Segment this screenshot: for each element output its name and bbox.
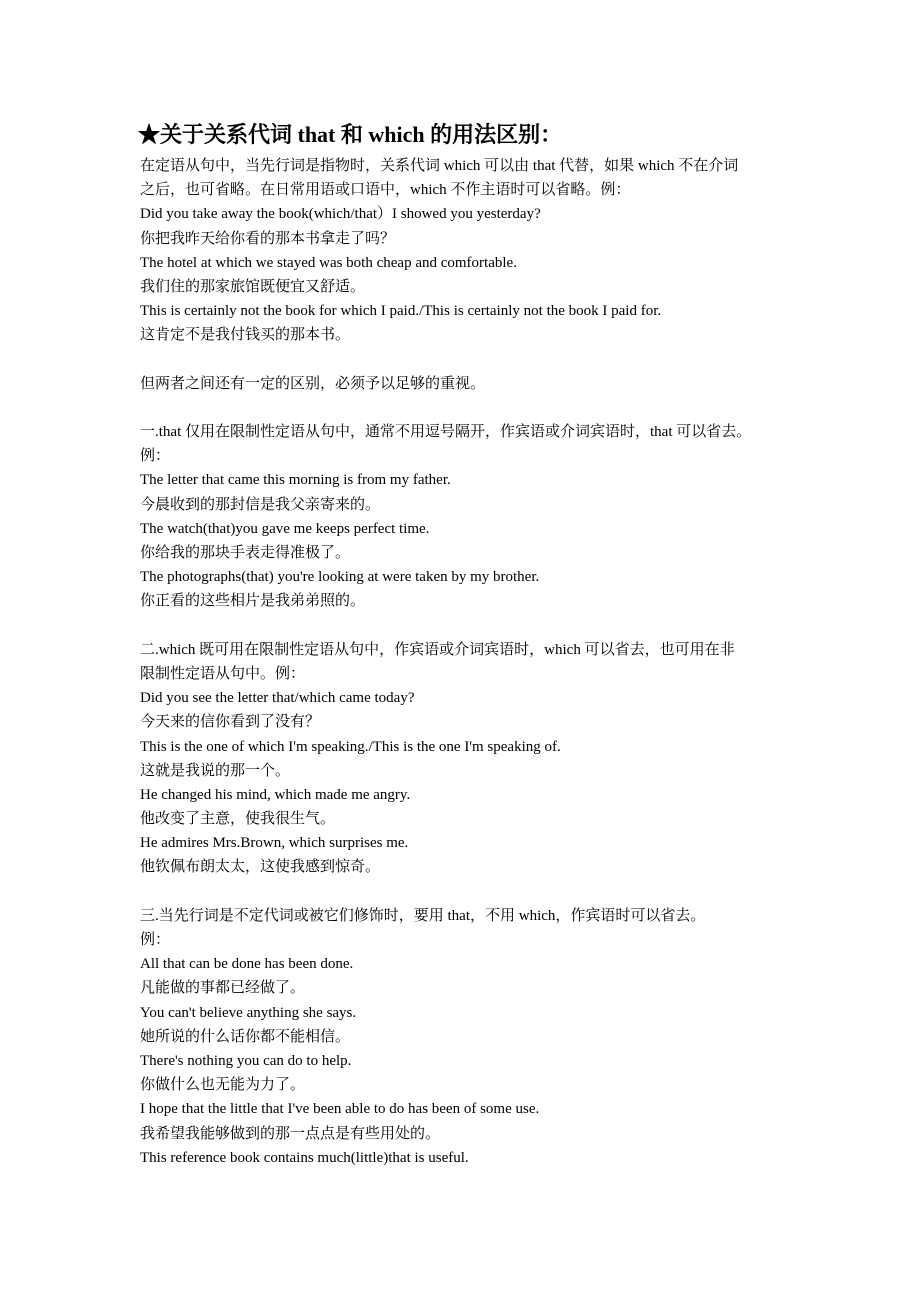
text-line: 你做什么也无能为力了。 — [140, 1077, 306, 1094]
document-body — [140, 154, 790, 1170]
text-line: 今晨收到的那封信是我父亲寄来的。 — [140, 496, 381, 513]
text-line: 我们住的那家旅馆既便宜又舒适。 — [140, 278, 366, 295]
text-line: 你给我的那块手表走得准极了。 — [140, 545, 351, 561]
text-line: There's nothing you can do to help. — [140, 1052, 352, 1069]
text-line: 例： — [140, 448, 171, 465]
text-line: 之后，也可省略。在日常用语或口语中，which 不作主语时可以省略。例： — [140, 182, 631, 199]
text-line: 你把我昨天给你看的那本书拿走了吗？ — [140, 230, 396, 247]
text-line: He admires Mrs.Brown, which surprises me. — [140, 835, 409, 852]
text-line: He changed his mind, which made me angry. — [140, 786, 411, 803]
text-line: The watch(that)you gave me keeps perfect time. — [140, 520, 430, 537]
text-line: 二.which 既可用在限制性定语从句中，作宾语或介词宾语时，which 可以省去，也可用在非 — [140, 641, 735, 658]
text-line: 一.that 仅用在限制性定语从句中，通常不用逗号隔开，作宾语或介词宾语时，that 可以省去。 — [140, 424, 752, 441]
text-line: The hotel at which we stayed was both cheap and comfortable. — [140, 254, 517, 271]
text-line: You can't believe anything she says. — [140, 1004, 357, 1021]
text-line: 你正看的这些相片是我弟弟照的。 — [140, 593, 366, 610]
text-line: The letter that came this morning is from my father. — [140, 472, 451, 489]
text-line: The photographs(that) you're looking at were taken by my brother. — [140, 569, 540, 586]
text-line: 凡能做的事都已经做了。 — [140, 980, 306, 997]
text-line: Did you take away the book(which/that）I showed you yesterday? — [140, 206, 541, 223]
text-line: 但两者之间还有一定的区别，必须予以足够的重视。 — [140, 375, 486, 392]
text-line: 限制性定语从句中。例： — [140, 665, 306, 682]
document-page — [140, 120, 790, 1170]
document-title: ★关于关系代词 that 和 which 的用法区别： — [138, 122, 563, 147]
text-line: This is certainly not the book for which I paid./This is certainly not the book I paid for. — [140, 303, 662, 320]
text-line: All that can be done has been done. — [140, 956, 354, 973]
text-line: I hope that the little that I've been able to do has been of some use. — [140, 1101, 540, 1118]
text-line: 三.当先行词是不定代词或被它们修饰时，要用 that，不用 which，作宾语时可以省去。 — [140, 907, 706, 924]
paragraph-spacer — [140, 614, 790, 638]
text-line: 这就是我说的那一个。 — [140, 762, 291, 779]
text-line: 我希望我能够做到的那一点点是有些用处的。 — [140, 1125, 441, 1142]
text-line: 他改变了主意，使我很生气。 — [140, 811, 336, 828]
text-line: 例： — [140, 932, 171, 948]
text-line: 她所说的什么话你都不能相信。 — [140, 1028, 351, 1045]
paragraph-spacer — [140, 396, 790, 420]
text-line: 今天来的信你看到了没有？ — [140, 714, 321, 731]
text-line: Did you see the letter that/which came today? — [140, 690, 415, 707]
text-line: 这肯定不是我付钱买的那本书。 — [140, 327, 351, 344]
paragraph-spacer — [140, 348, 790, 372]
text-line: 他钦佩布朗太太，这使我感到惊奇。 — [140, 859, 381, 876]
text-line: 在定语从句中，当先行词是指物时，关系代词 which 可以由 that 代替，如果 which 不在介词 — [140, 158, 739, 174]
text-line: This is the one of which I'm speaking./This is the one I'm speaking of. — [140, 738, 561, 755]
text-line: This reference book contains much(little)that is useful. — [140, 1149, 469, 1166]
paragraph-spacer — [140, 880, 790, 904]
